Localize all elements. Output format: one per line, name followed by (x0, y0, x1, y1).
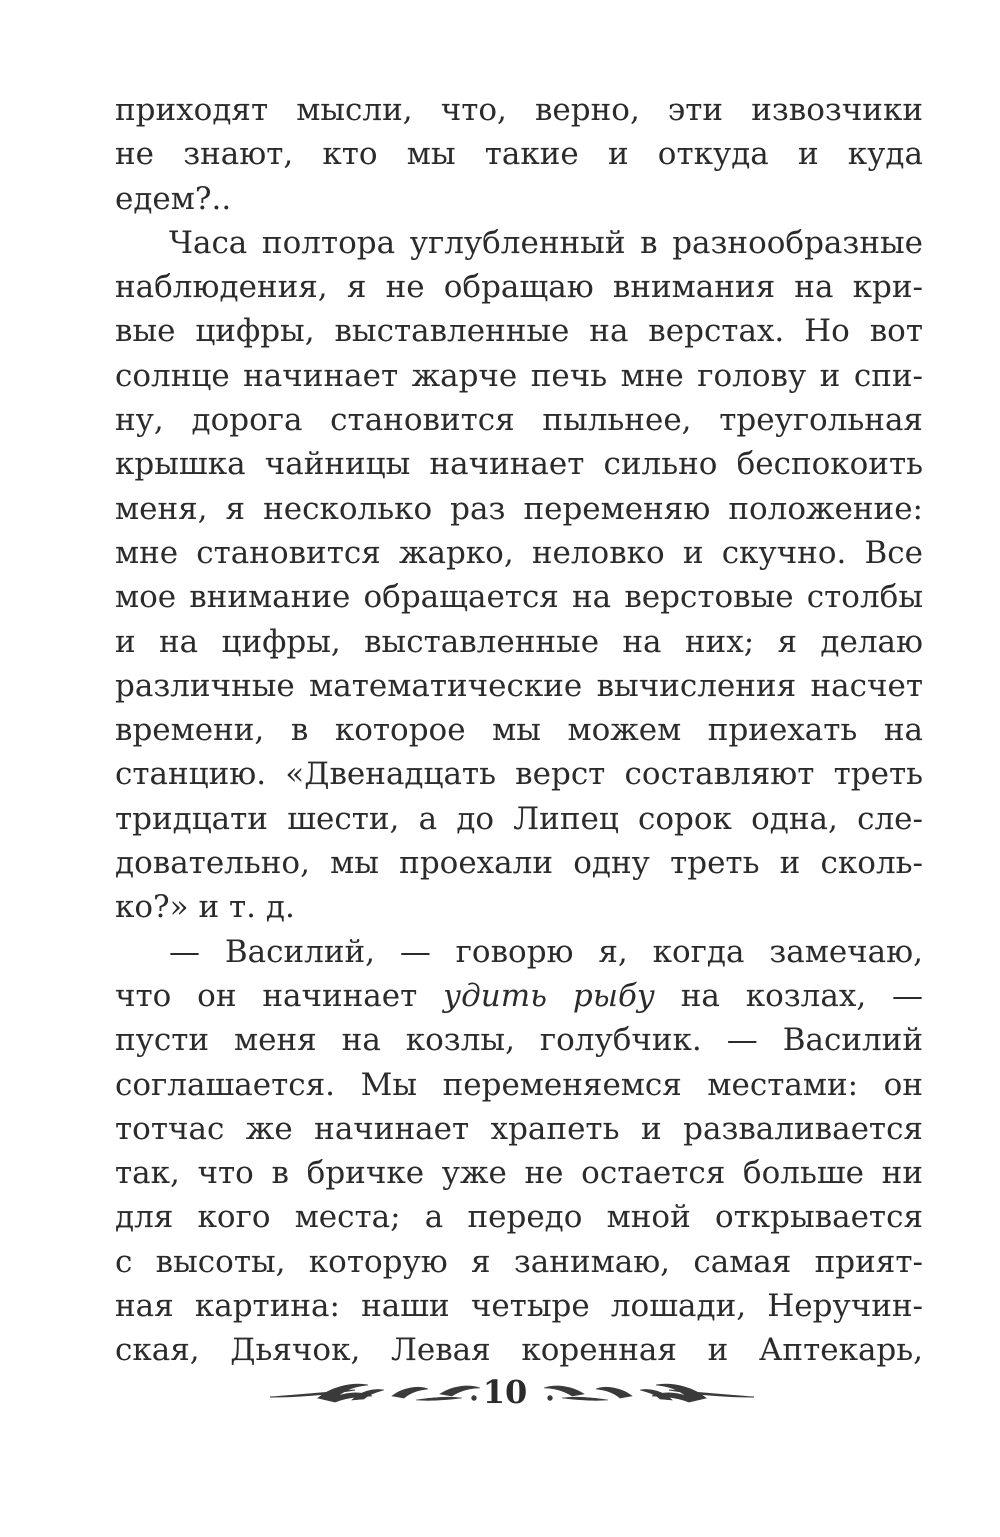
text-segment: что он начинает (115, 977, 418, 1014)
ornament-left-icon (270, 1384, 480, 1402)
text-line: ская, Дьячок, Левая коренная и Аптекарь, (115, 1332, 923, 1369)
text-line: с высоты, которую я занимаю, самая прият- (115, 1243, 923, 1280)
text-line: меня, я несколько раз переменяю положение: (115, 490, 923, 527)
text-line: солнце начинает жарче печь мне голову и спи- (115, 357, 923, 394)
text-line: приходят мысли, что, верно, эти извозчики (115, 92, 923, 128)
text-line: различные математические вычисления насчет (115, 667, 923, 704)
text-line-paragraph-start: — Василий, — говорю я, когда замечаю, (169, 933, 923, 970)
text-line: наблюдения, я не обращаю внимания на кри- (115, 269, 923, 306)
book-page-text (115, 88, 923, 1373)
page-footer (0, 1368, 1000, 1418)
page-number: 10 (482, 1373, 528, 1411)
text-line-paragraph-start: Часа полтора углубленный в разнообразные (169, 224, 923, 261)
text-line: ная картина: наши четыре лошади, Неручин- (115, 1288, 923, 1325)
text-line: едем?.. (115, 180, 232, 217)
text-line: соглашается. Мы переменяемся местами: он (115, 1066, 923, 1103)
text-line: крышка чайницы начинает сильно беспокоить (115, 446, 923, 483)
text-segment: на козлах, — (680, 977, 923, 1014)
ornament-right-icon (544, 1384, 754, 1402)
text-line: ну, дорога становится пыльнее, треугольная (115, 402, 923, 439)
text-line: не знают, кто мы такие и откуда и куда (115, 136, 923, 173)
text-line: пусти меня на козлы, голубчик. — Василий (115, 1022, 923, 1059)
text-line: мне становится жарко, неловко и скучно. Все (115, 534, 923, 571)
text-line: времени, в которое мы можем приехать на (115, 712, 923, 749)
text-line: тридцати шести, а до Липец сорок одна, сле- (115, 800, 923, 837)
text-line: станцию. «Двенадцать верст составляют треть (115, 756, 923, 793)
text-line: довательно, мы проехали одну треть и сколь- (115, 845, 923, 882)
text-line: тотчас же начинает храпеть и разваливается (115, 1110, 923, 1147)
text-line: вые цифры, выставленные на верстах. Но вот (115, 313, 923, 350)
text-line: и на цифры, выставленные на них; я делаю (115, 623, 923, 660)
text-line: так, что в бричке уже не остается больше ни (115, 1155, 923, 1192)
text-line-with-italic (115, 974, 923, 1018)
text-line: мое внимание обращается на верстовые столбы (115, 579, 923, 616)
text-line: ко?» и т. д. (115, 889, 295, 926)
italic-phrase: удить рыбу (443, 977, 655, 1014)
text-line: для кого места; а передо мной открывается (115, 1199, 923, 1236)
